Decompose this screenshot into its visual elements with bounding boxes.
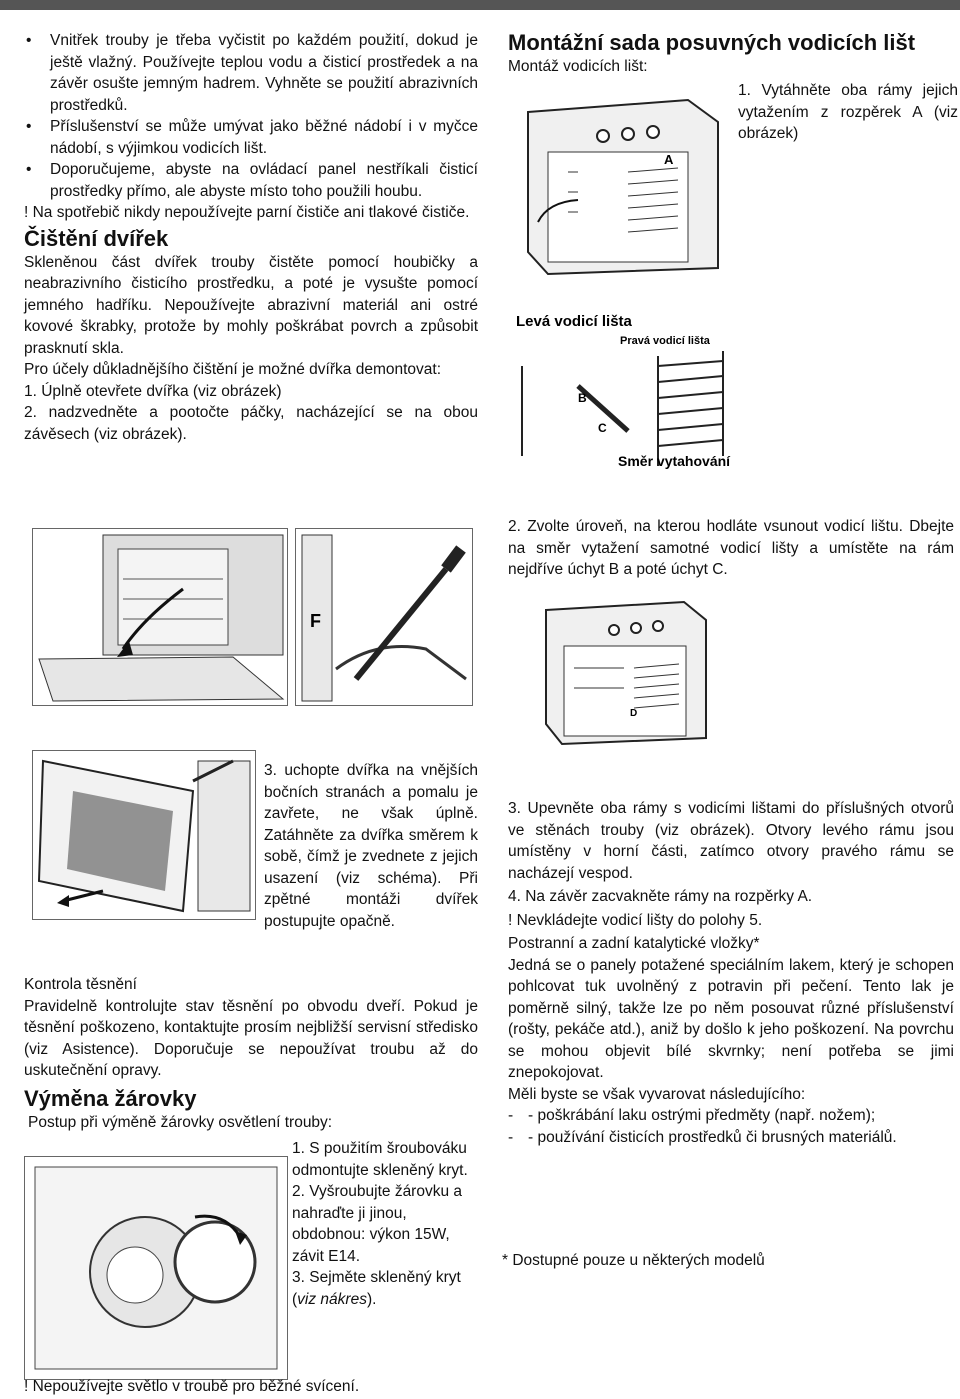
label-b: B xyxy=(578,391,587,405)
footnote: * Dostupné pouze u některých modelů xyxy=(502,1252,765,1269)
oven-d-figure xyxy=(534,598,712,748)
fig-label-a: A xyxy=(664,152,674,167)
label-right-rail: Pravá vodicí lišta xyxy=(620,335,710,347)
rails-detail-illustration xyxy=(508,306,740,500)
bulb-steps xyxy=(292,1138,478,1310)
avoid-item: - - používání čisticích prostředků či brusných materiálů. xyxy=(508,1128,897,1146)
bulb-step-1: 1. S použitím šroubováku odmontujte skleněný kryt. xyxy=(292,1140,468,1179)
open-door-figure xyxy=(32,528,288,706)
bullet-item: • Příslušenství se může umývat jako běžné nádobí i v myčce nádobí, s výjimkou vodicích lišt. xyxy=(24,116,478,159)
seal-section xyxy=(24,974,478,1133)
rails-detail-figure xyxy=(508,306,740,500)
hinge-lever-illustration xyxy=(296,529,472,705)
door-cleaning-heading: Čištění dvířek xyxy=(24,225,169,251)
bulb-step-2: 2. Vyšroubujte žárovku a nahraďte ji jinou, obdobnou: výkon 15W, závit E14. xyxy=(292,1183,463,1265)
avoid-heading: Měli byste se však vyvarovat následujícího: xyxy=(508,1085,806,1103)
steam-warning: ! Na spotřebič nikdy nepoužívejte parní čističe ani tlakové čističe. xyxy=(24,204,470,221)
rails-step-4: 4. Na závěr zacvakněte rámy na rozpěrky A. xyxy=(508,888,813,905)
hinge-lever-figure xyxy=(295,528,473,706)
bullet-item: • Doporučujeme, abyste na ovládací panel nestříkali čisticí prostředky přímo, ale abyste místo toho použili houbu. xyxy=(24,159,478,202)
door-remove-intro: Pro účely důkladnějšího čištění je možné dvířka demontovat: xyxy=(24,361,442,378)
label-c: C xyxy=(598,421,607,435)
door-step-2: 2. nadzvedněte a pootočte páčky, nacházející se na obou závěsech (viz obrázek). xyxy=(24,404,478,443)
label-left-rail: Levá vodicí lišta xyxy=(516,313,632,330)
seal-text: Pravidelně kontrolujte stav těsnění po obvodu dveří. Pokud je těsnění poškozeno, kontaktujte prosím nejbližší servisní středisko (viz Asistence). Doporučuje se nepoužívat troubu až do uskutečnění opravy. xyxy=(24,997,478,1079)
bullet-item: • Vnitřek trouby je třeba vyčistit po každém použití, dokud je ještě vlažný. Používejte teplou vodu a čisticí prostředek a na závěr osušte jemným hadrem. Vyhněte se použití abrazivních prostředků. xyxy=(24,30,478,116)
catalytic-heading: Postranní a zadní katalytické vložky* xyxy=(508,935,760,952)
header-bar xyxy=(0,0,960,10)
cleaning-bullets xyxy=(24,30,478,445)
rails-heading-block xyxy=(508,28,954,78)
door-cleaning-text: Skleněnou část dvířek trouby čistěte pomocí houbičky a neabrazivního čisticího prostředku, a poté je vysušte pomocí jemného hadříku. Nepoužívejte abrazivní materiál ani ostré kovové škrabky, protože by mohly poškrábat povrch a způsobit prasknutí skla. xyxy=(24,253,478,357)
fig-label-d: D xyxy=(630,708,638,719)
level-warning: ! Nevkládejte vodicí lišty do polohy 5. xyxy=(508,911,763,929)
open-door-illustration xyxy=(33,529,287,705)
bulb-figure xyxy=(24,1156,288,1380)
rails-step-1: 1. Vytáhněte oba rámy jejich vytažením z rozpěrek A (viz obrázek) xyxy=(738,82,958,142)
seal-heading: Kontrola těsnění xyxy=(24,976,137,993)
bulb-illustration xyxy=(25,1157,287,1379)
rails-step-3: 3. Upevněte oba rámy s vodicími lištami do příslušných otvorů ve stěnách trouby (viz obrázek). Otvory levého rámu jsou umístěny v horní části, zatímco otvory pravého rámu se nacházejí vespod. xyxy=(508,800,954,882)
label-direction: Směr vytahování xyxy=(618,453,731,469)
rails-subtitle: Montáž vodicích lišt: xyxy=(508,58,648,75)
avoid-item: - - poškrábání laku ostrými předměty (např. nožem); xyxy=(508,1107,876,1124)
bulb-step-3: 3. Sejměte skleněný kryt (viz nákres). xyxy=(292,1269,461,1308)
rails-lower-section xyxy=(508,798,954,1148)
bulb-intro: Postup při výměně žárovky osvětlení trouby: xyxy=(28,1113,333,1131)
fig-label-f: F xyxy=(310,611,321,631)
lift-door-illustration xyxy=(33,751,255,919)
oven-d-illustration xyxy=(534,598,712,748)
rails-heading: Montážní sada posuvných vodicích lišt xyxy=(508,30,916,55)
oven-frames-illustration xyxy=(508,92,728,278)
door-step-1: 1. Úplně otevřete dvířka (viz obrázek) xyxy=(24,382,282,400)
door-step-3: 3. uchopte dvířka na vnějších bočních stranách a pomalu je zavřete, ne však úplně. Zatáhněte za dvířka směrem k sobě, čímž je zvednete z jejich usazení (viz schéma). Při zpětné montáži dvířek postupujte opačně. xyxy=(264,762,478,930)
lift-door-figure xyxy=(32,750,256,920)
bulb-heading: Výměna žárovky xyxy=(24,1085,197,1111)
oven-frames-figure xyxy=(508,92,728,278)
bulb-warning: ! Nepoužívejte světlo v troubě pro běžné svícení. xyxy=(24,1378,360,1395)
rails-step-2: 2. Zvolte úroveň, na kterou hodláte vsunout vodicí lištu. Dbejte na směr vytažení samotné vodicí lišty a umístěte na rám nejdříve úchyt B a poté úchyt C. xyxy=(508,518,954,578)
catalytic-text: Jedná se o panely potažené speciálním lakem, který je schopen pohlcovat tuk uvolněný z potravin při pečení. Tento lak je poměrně silný, takže lze po něm posouvat různé příslušenství (rošty, pekáče atd.), aniž by došlo k jeho poškození. Na povrchu se mohou objevit bílé skvrnky; není potřeba se jimi znepokojovat. xyxy=(508,956,954,1081)
